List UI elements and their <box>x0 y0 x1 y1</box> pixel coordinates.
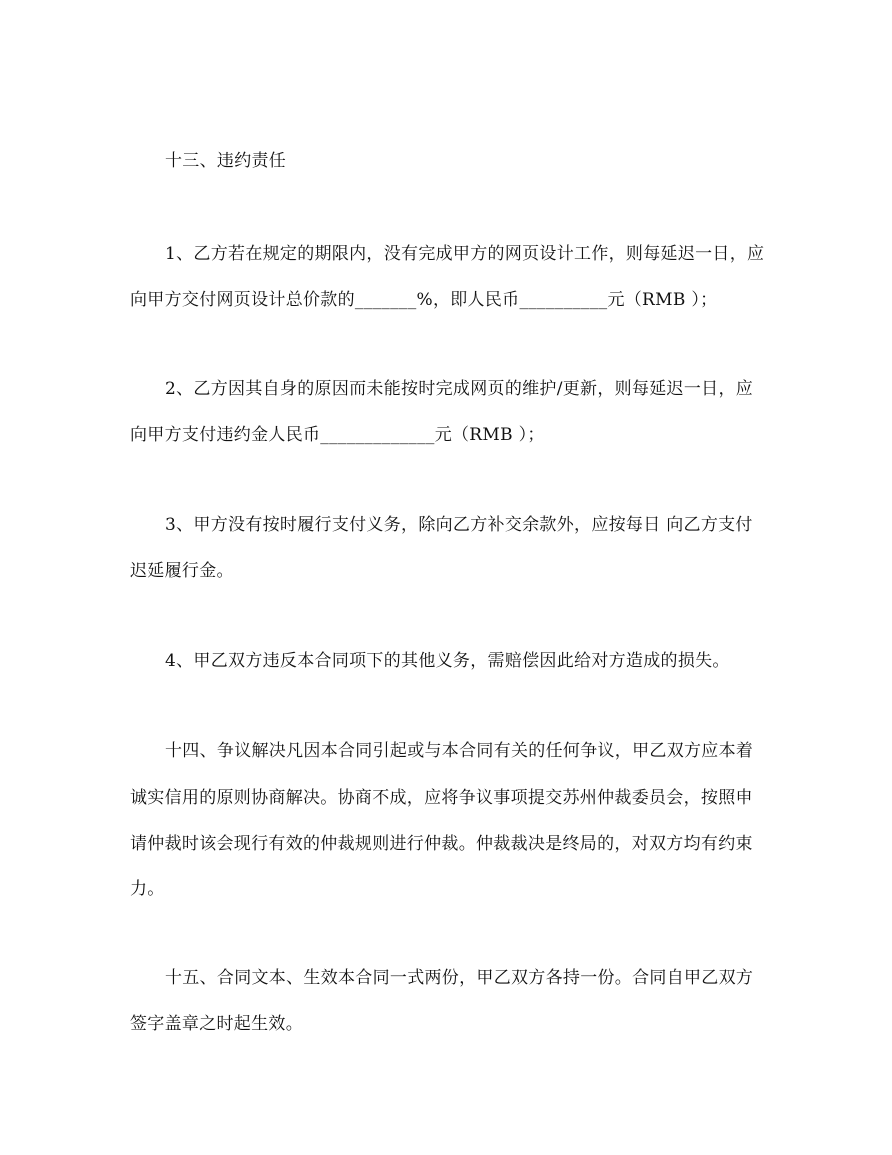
section-15-line-2: 签字盖章之时起生效。 <box>130 1014 303 1034</box>
section-14-line-3: 请仲裁时该会现行有效的仲裁规则进行仲裁。仲裁裁决是终局的，对双方均有约束 <box>130 834 753 854</box>
clause-3-line-2: 迟延履行金。 <box>130 561 234 581</box>
clause-4-line-1: 4、甲乙双方违反本合同项下的其他义务，需赔偿因此给对方造成的损失。 <box>165 651 730 671</box>
clause-1-line-2: 向甲方交付网页设计总价款的_______%，即人民币__________元（RMB ）； <box>130 290 718 310</box>
section-13-heading: 十三、违约责任 <box>165 151 287 171</box>
section-15-line-1: 十五、合同文本、生效本合同一式两份，甲乙双方各持一份。合同自甲乙双方 <box>165 968 754 988</box>
section-14-line-4: 力。 <box>130 879 165 899</box>
clause-2-line-1: 2、乙方因其自身的原因而未能按时完成网页的维护/更新，则每延迟一日，应 <box>165 379 754 399</box>
section-14-line-1: 十四、争议解决凡因本合同引起或与本合同有关的任何争议，甲乙双方应本着 <box>165 741 754 761</box>
clause-1-line-1: 1、乙方若在规定的期限内，没有完成甲方的网页设计工作，则每延迟一日，应 <box>165 244 765 264</box>
section-14-line-2: 诚实信用的原则协商解决。协商不成，应将争议事项提交苏州仲裁委员会，按照申 <box>130 788 753 808</box>
clause-2-line-2: 向甲方支付违约金人民币_____________元（RMB ）； <box>130 425 545 445</box>
clause-3-line-1: 3、甲方没有按时履行支付义务，除向乙方补交余款外，应按每日 向乙方支付 <box>165 515 753 535</box>
